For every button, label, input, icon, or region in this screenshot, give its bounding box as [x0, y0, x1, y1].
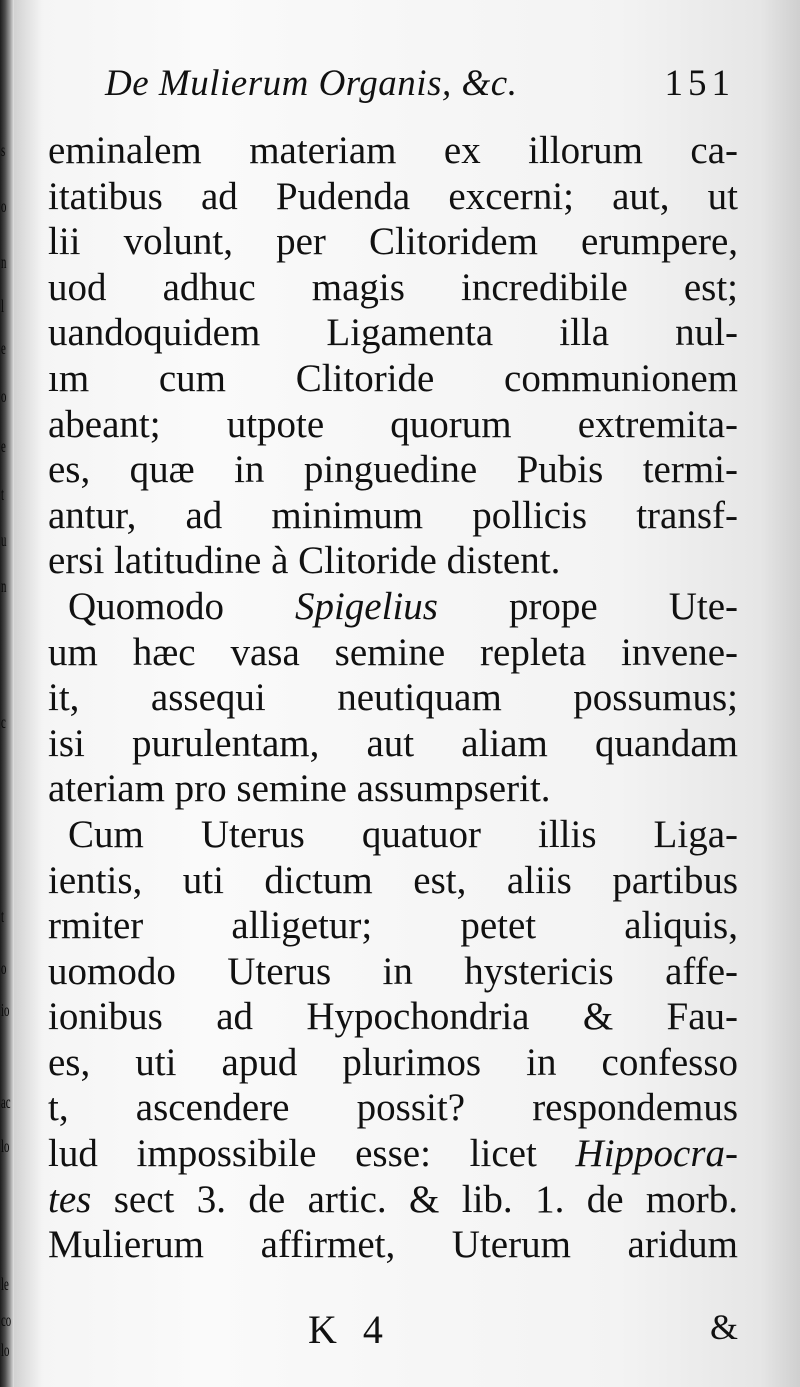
bleed-fragment: o — [1, 196, 7, 216]
text-line: ateriam pro semine assumpserit. — [48, 767, 551, 811]
bleed-fragment: lo — [1, 1136, 10, 1156]
bleed-fragment: n — [1, 576, 7, 596]
bleed-fragment: t — [1, 484, 5, 504]
text-line: rmiter alligetur; petet aliquis, — [48, 904, 738, 948]
page-footer — [48, 1306, 738, 1356]
catchword: & — [709, 1307, 738, 1347]
text-line: lii volunt, per Clitoridem erumpere, — [48, 220, 738, 264]
text-line: ım cum Clitoride communionem — [48, 356, 738, 400]
text-line: Mulierum affirmet, Uterum aridum — [48, 1223, 738, 1267]
italic-name: Hippocra- — [575, 1132, 738, 1176]
running-title: De Mulierum Organis, &c. — [105, 63, 518, 104]
bleed-fragment: io — [1, 1000, 10, 1020]
italic-name: tes — [48, 1177, 92, 1221]
text-line: es, uti apud plurimos in confesso — [48, 1040, 738, 1084]
text-line: antur, ad minimum pollicis transf- — [48, 493, 738, 537]
bleed-fragment: s — [1, 140, 6, 160]
text-line: it, assequi neutiquam possumus; — [48, 676, 738, 720]
body-text — [48, 128, 738, 1268]
text-line: ersi latitudine à Clitoride distent. — [48, 539, 561, 583]
bleed-fragment: le — [1, 1274, 9, 1294]
text-segment: sect 3. de artic. & lib. 1. de morb. — [113, 1177, 738, 1221]
bleed-fragment: lo — [1, 1340, 10, 1360]
signature-mark: K 4 — [308, 1307, 391, 1352]
text-line: uomodo Uterus in hystericis affe- — [48, 949, 738, 993]
text-segment: Quomodo — [68, 584, 224, 628]
fold-shadow — [14, 0, 44, 1387]
text-line: um hæc vasa semine repleta invene- — [48, 630, 738, 674]
text-line: Cum Uterus quatuor illis Liga- — [68, 812, 738, 856]
bleed-fragment: e — [1, 436, 6, 456]
text-line: ientis, uti dictum est, aliis partibus — [48, 858, 738, 902]
text-segment: prope Ute- — [508, 584, 738, 628]
bleed-fragment: n — [1, 252, 7, 272]
text-line: abeant; utpote quorum extremita- — [48, 402, 738, 446]
bleed-fragment: c — [1, 712, 6, 732]
bleed-fragment: o — [1, 386, 7, 406]
text-line — [48, 584, 738, 630]
text-line: ionibus ad Hypochondria & Fau- — [48, 995, 738, 1039]
text-line: isi purulentam, aut aliam quandam — [48, 721, 738, 765]
page-header — [105, 62, 745, 114]
bleed-fragment: e — [1, 338, 6, 358]
bleed-fragment: t — [1, 906, 5, 926]
text-line: uod adhuc magis incredibile est; — [48, 265, 738, 309]
bleed-fragment: u — [1, 530, 7, 550]
bleed-fragment: l — [1, 296, 5, 316]
facing-page-bleed — [0, 0, 14, 1387]
bleed-fragment: co — [1, 1310, 12, 1330]
page-number: 151 — [664, 63, 735, 104]
bleed-fragment: o — [1, 958, 7, 978]
italic-name: Spigelius — [294, 584, 438, 628]
text-line — [48, 1177, 738, 1223]
bleed-fragment: ac — [1, 1092, 11, 1112]
text-line: eminalem materiam ex illorum ca- — [48, 129, 738, 172]
text-line — [48, 1131, 738, 1177]
text-line: es, quæ in pinguedine Pubis termi- — [48, 448, 738, 492]
text-line: t, ascendere possit? respondemus — [48, 1086, 738, 1130]
text-line: uandoquidem Ligamenta illa nul- — [48, 311, 738, 355]
text-segment: lud impossibile esse: licet — [48, 1132, 537, 1176]
text-line: itatibus ad Pudenda excerni; aut, ut — [48, 174, 738, 218]
